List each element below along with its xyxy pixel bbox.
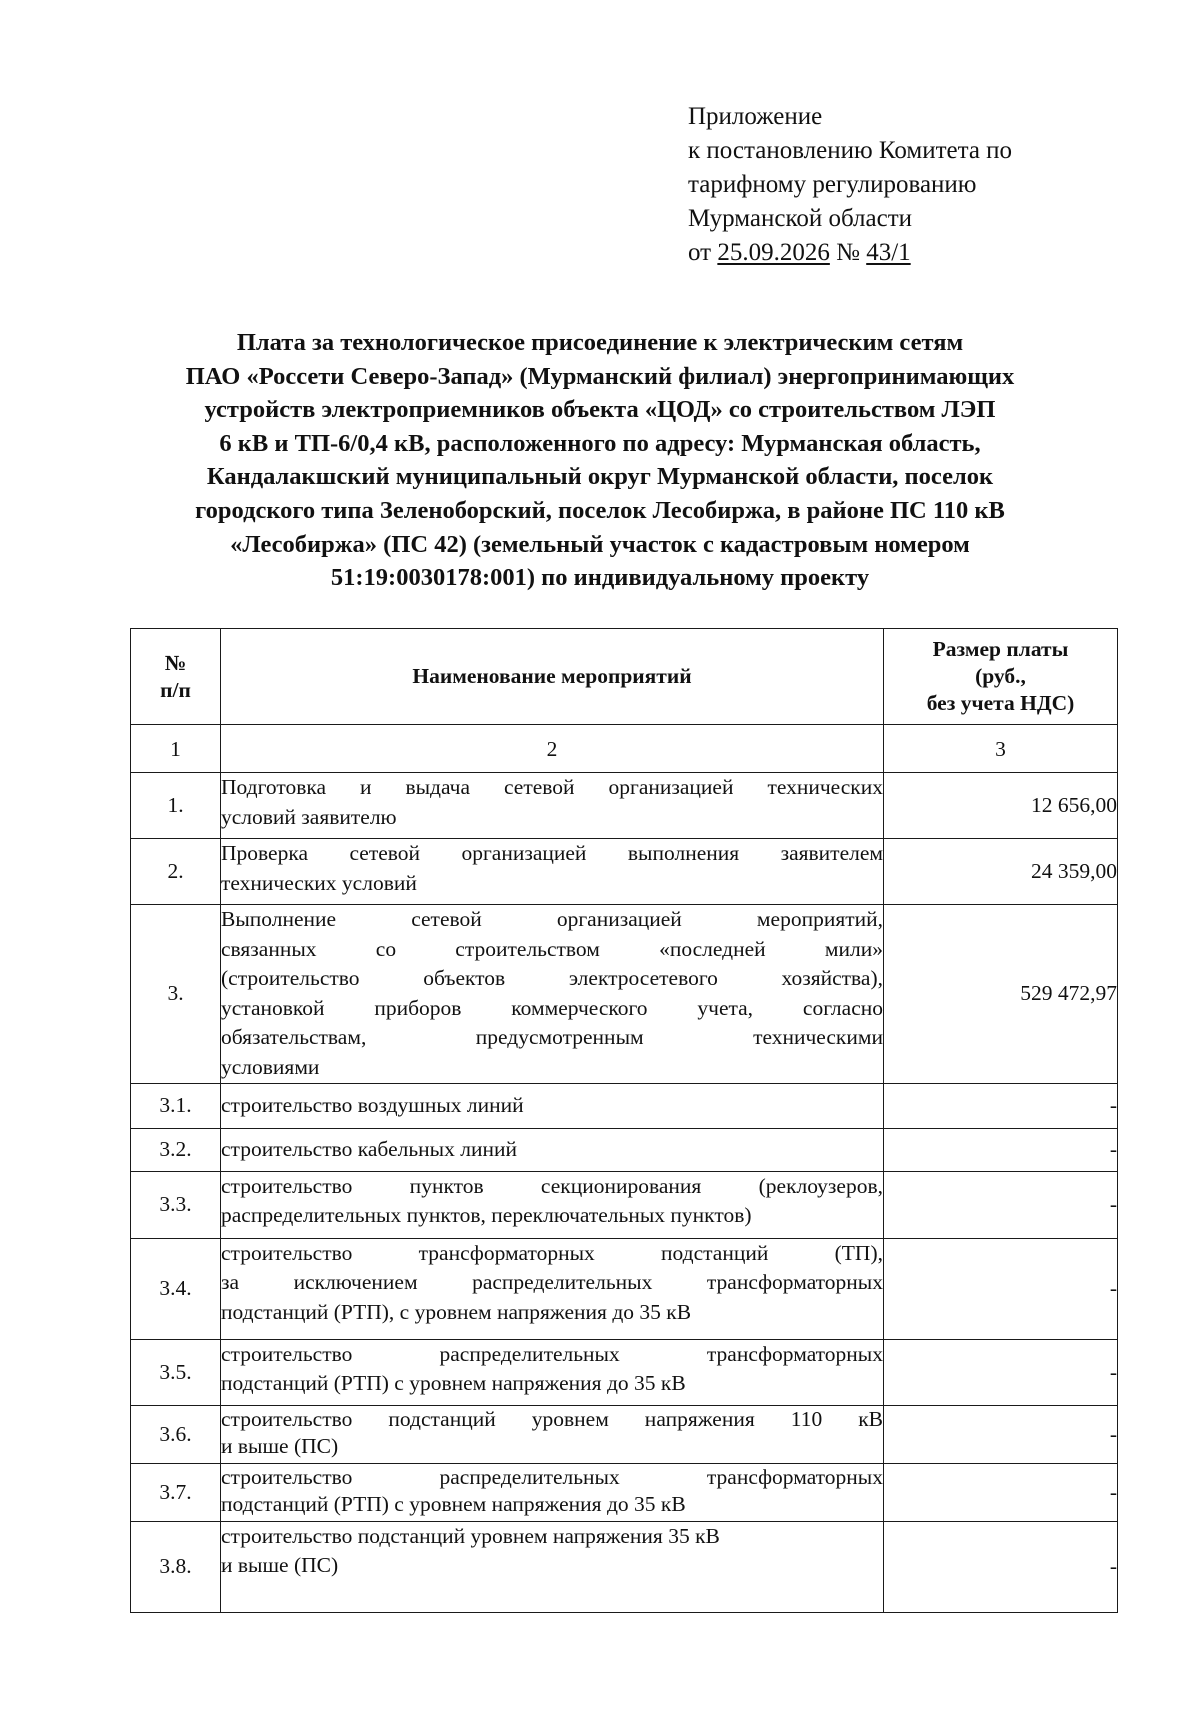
table-row [131, 1521, 1118, 1612]
row-number: 3.3. [131, 1171, 221, 1238]
row-description: строительство подстанций уровнем напряжения 35 кВ и выше (ПС) [221, 1521, 884, 1612]
index-cell: 3 [884, 725, 1118, 773]
fees-table [130, 628, 1118, 1613]
approval-line: к постановлению Комитета по [688, 137, 1013, 164]
row-number: 2. [131, 839, 221, 905]
row-amount: 529 472,97 [884, 905, 1118, 1084]
title-line: городского типа Зеленоборский, поселок Лесобиржа, в районе ПС 110 кВ [195, 496, 1005, 524]
table-header-row [131, 629, 1118, 725]
approval-line: тарифному регулированию [688, 171, 977, 198]
index-cell: 1 [131, 725, 221, 773]
row-amount: - [884, 1463, 1118, 1521]
row-amount: - [884, 1339, 1118, 1405]
row-description: строительство распределительных трансформаторных подстанций (РТП) с уровнем напряжения до 35 кВ [221, 1339, 884, 1405]
row-number: 3.2. [131, 1128, 221, 1171]
title-line: Кандалакшский муниципальный округ Мурманской области, поселок [206, 463, 994, 491]
table-row [131, 773, 1118, 839]
table-row [131, 905, 1118, 1084]
row-description: строительство пунктов секционирования (реклоузеров, распределительных пунктов, переключательных пунктов) [221, 1171, 884, 1238]
row-number: 3.6. [131, 1405, 221, 1463]
date-prefix: от [688, 239, 712, 266]
approval-line: Мурманской области [688, 205, 913, 232]
row-amount: - [884, 1238, 1118, 1339]
row-amount: - [884, 1171, 1118, 1238]
number-sign: № [836, 239, 860, 266]
header-number: № п/п [131, 629, 221, 725]
row-description: Проверка сетевой организацией выполнения заявителем технических условий [221, 839, 884, 905]
table-row [131, 1083, 1118, 1128]
title-line: «Лесобиржа» (ПС 42) (земельный участок с кадастровым номером [230, 530, 970, 558]
row-amount: 24 359,00 [884, 839, 1118, 905]
row-description: строительство кабельных линий [221, 1128, 884, 1171]
row-description: Выполнение сетевой организацией мероприятий, связанных со строительством «последней мили» (строительство объектов электросетевого хозяйства), установкой приборов коммерческого учета, согласно обязательствам, предусмотренным техническими условиями [221, 905, 884, 1084]
approval-block [688, 100, 1012, 270]
row-amount: 12 656,00 [884, 773, 1118, 839]
approval-number: 43/1 [866, 239, 911, 266]
table-row [131, 1238, 1118, 1339]
table-row [131, 839, 1118, 905]
row-number: 3.8. [131, 1521, 221, 1612]
header-fee: Размер платы (руб., без учета НДС) [884, 629, 1118, 725]
row-number: 3.5. [131, 1339, 221, 1405]
document-title [120, 326, 1080, 595]
title-line: Плата за технологическое присоединение к электрическим сетям [236, 329, 964, 356]
row-description: строительство распределительных трансформаторных подстанций (РТП) с уровнем напряжения до 35 кВ [221, 1463, 884, 1521]
table-row [131, 1339, 1118, 1405]
row-number: 3. [131, 905, 221, 1084]
row-amount: - [884, 1128, 1118, 1171]
title-line: 51:19:0030178:001) по индивидуальному проекту [330, 564, 870, 592]
row-description: строительство воздушных линий [221, 1083, 884, 1128]
row-amount: - [884, 1083, 1118, 1128]
row-number: 3.4. [131, 1238, 221, 1339]
row-amount: - [884, 1521, 1118, 1612]
table-row [131, 1128, 1118, 1171]
row-description: Подготовка и выдача сетевой организацией технических условий заявителю [221, 773, 884, 839]
row-number: 3.7. [131, 1463, 221, 1521]
title-line: устройств электроприемников объекта «ЦОД» со строительством ЛЭП [204, 396, 996, 424]
approval-line: Приложение [688, 103, 823, 130]
header-name: Наименование мероприятий [221, 629, 884, 725]
table-index-row [131, 725, 1118, 773]
row-number: 3.1. [131, 1083, 221, 1128]
table-row [131, 1171, 1118, 1238]
row-description: строительство трансформаторных подстанций (ТП), за исключением распределительных трансформаторных подстанций (РТП), с уровнем напряжения до 35 кВ [221, 1238, 884, 1339]
title-line: 6 кВ и ТП-6/0,4 кВ, расположенного по адресу: Мурманская область, [219, 429, 981, 457]
row-description: строительство подстанций уровнем напряжения 110 кВ и выше (ПС) [221, 1405, 884, 1463]
table-row [131, 1405, 1118, 1463]
index-cell: 2 [221, 725, 884, 773]
title-line: ПАО «Россети Северо-Запад» (Мурманский филиал) энергопринимающих [185, 362, 1015, 390]
table-row [131, 1463, 1118, 1521]
approval-date: 25.09.2026 [717, 239, 830, 266]
approval-date-line [688, 236, 1012, 270]
row-amount: - [884, 1405, 1118, 1463]
row-number: 1. [131, 773, 221, 839]
